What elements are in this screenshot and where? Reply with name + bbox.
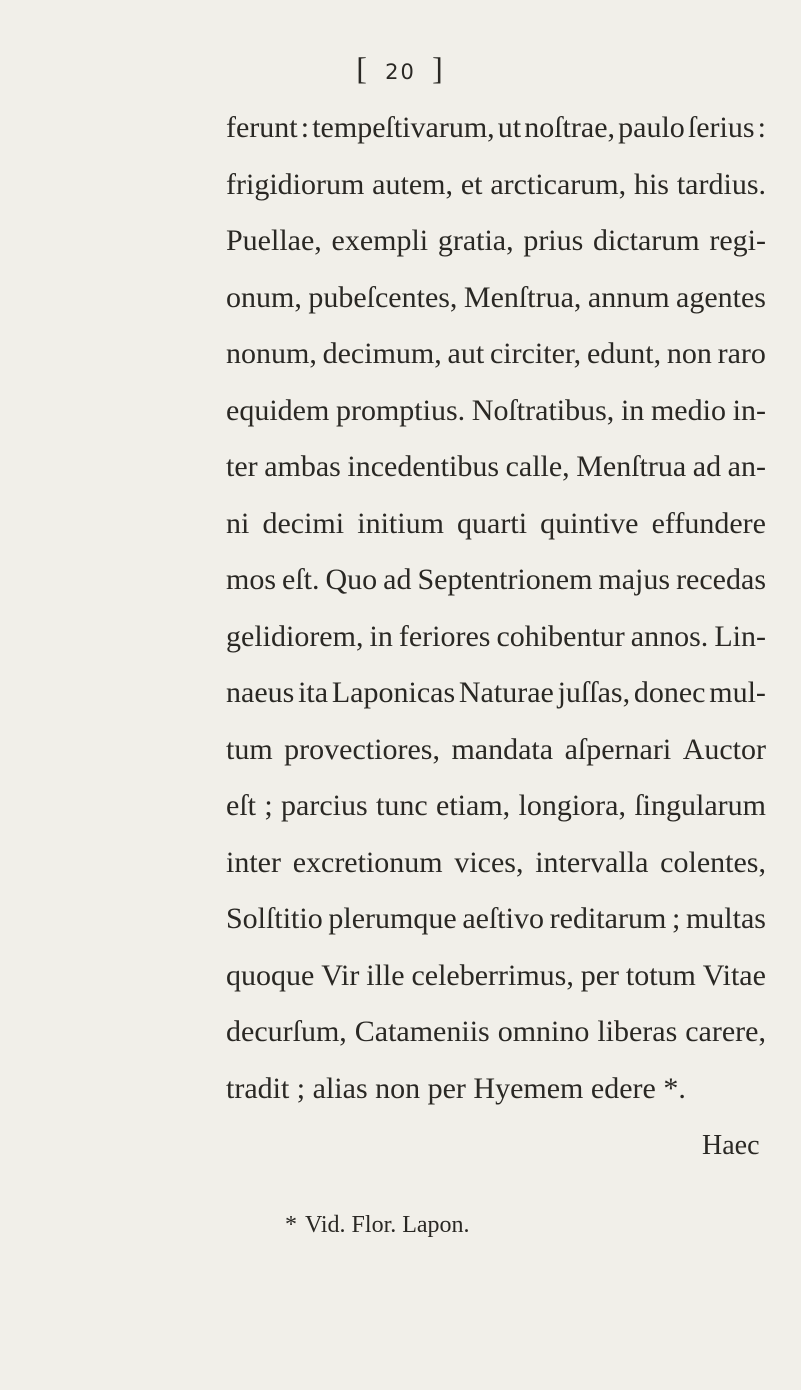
catchword: Haec <box>702 1130 760 1161</box>
text-line: tradit ; alias non per Hyemem edere *. <box>226 1071 686 1105</box>
text-line: onum, pubeſcentes, Menſtrua, annum agentes <box>226 280 766 314</box>
text-line: equidem promptius. Noſtratibus, in medio in- <box>226 393 766 427</box>
footnote-text: Vid. Flor. Lapon. <box>305 1212 470 1238</box>
text-line: nonum, decimum, aut circiter, edunt, non raro <box>226 337 766 370</box>
page-header <box>0 50 801 87</box>
footnote-marker: * <box>285 1212 297 1238</box>
text-line: quoque Vir ille celeberrimus, per totum Vitae <box>226 958 766 992</box>
text-line: tum provectiores, mandata aſpernari Auctor <box>226 732 766 766</box>
text-line: frigidiorum autem, et arcticarum, his tardius. <box>226 167 766 201</box>
text-line: ter ambas incedentibus calle, Menſtrua ad an- <box>226 450 766 483</box>
open-bracket: [ <box>356 50 369 86</box>
text-line: ni decimi initium quarti quintive effundere <box>226 506 766 540</box>
text-line: decurſum, Catameniis omnino liberas carere, <box>226 1015 766 1048</box>
footnote <box>285 1212 470 1239</box>
text-line: inter excretionum vices, intervalla colentes, <box>226 845 766 879</box>
text-line: eſt ; parcius tunc etiam, longiora, ſingularum <box>226 789 766 822</box>
text-line: naeus ita Laponicas Naturae juſſas, donec mul- <box>226 676 766 709</box>
text-line: mos eſt. Quo ad Septentrionem majus recedas <box>226 563 766 596</box>
body-text <box>226 100 766 1117</box>
text-line: ferunt : tempeſtivarum, ut noſtrae, paulo ſerius : <box>226 111 766 144</box>
text-line: Solſtitio plerumque aeſtivo reditarum ; multas <box>226 902 766 935</box>
text-line: gelidiorem, in feriores cohibentur annos. Lin- <box>226 619 766 653</box>
text-line: Puellae, exempli gratia, prius dictarum regi- <box>226 224 766 257</box>
page-number: 20 <box>385 60 416 84</box>
close-bracket: ] <box>432 50 445 86</box>
